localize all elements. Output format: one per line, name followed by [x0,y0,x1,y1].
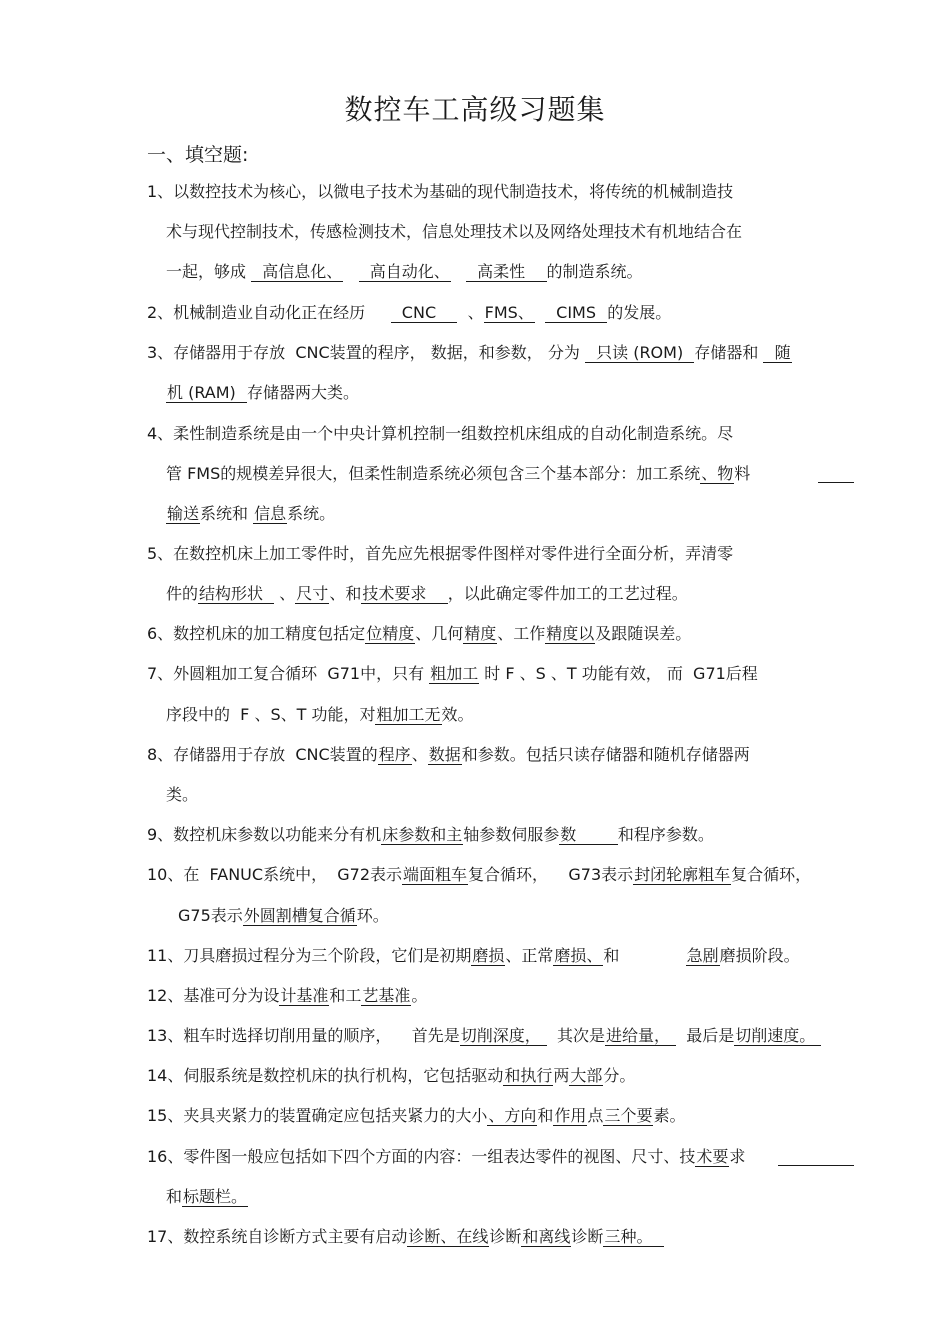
q17-answer-1: 诊断、在线 [408,1227,489,1246]
q12-text: 12、基准可分为设 [147,986,280,1005]
q12-answer-2: 艺基准 [362,986,411,1005]
q5-text: 件的 [166,584,199,603]
q11-sep-2: 和 [603,946,620,965]
q14-text: 14、伺服系统是数控机床的执行机构，它包括驱动 [147,1066,504,1085]
q14-answer-1: 和执行 [504,1066,553,1085]
q8-sep: 、 [411,745,428,764]
q7-answer-2: 粗加工无 [376,705,441,724]
q5-sep-2: 、和 [329,584,362,603]
q4-text-3: 系统和 [200,504,254,523]
q15-line [147,1105,685,1127]
q11-answer-1: 磨损 [472,946,505,965]
q16-line-1 [147,1146,745,1168]
q8-text: 8、存储器用于存放 CNC装置的 [147,745,378,764]
q9-answer-2: 数 [560,825,617,844]
q17-sep-2: 诊断 [571,1227,604,1246]
q4-answer-1-cont: 输送 [167,504,200,523]
q2-text: 2、机械制造业自动化正在经历 [147,303,371,322]
q10-answer-3: 外圆割槽复合循 [243,906,356,925]
q10-answer-2: 封闭轮廓粗车 [634,865,731,884]
q12-sep: 和工 [329,986,362,1005]
q13-answer-3: 切削速度。 [735,1026,821,1045]
q6-answer-3: 精度以 [546,624,595,643]
q16-text-2: 求 [729,1147,746,1166]
q14-sep: 两 [553,1066,570,1085]
q7-text-3: 序段中的 F 、S、T 功能，对 [166,705,376,724]
q5-sep-1: 、 [274,584,296,603]
q8-text-2: 和参数。包括只读存储器和随机存储器两 [461,745,750,764]
q1-text: 一起，够成 [166,262,252,281]
q3-answer-2-cont: 机 (RAM) [167,383,246,402]
q1-line-1: 1、以数控技术为核心，以微电子技术为基础的现代制造技术，将传统的机械制造技 [147,182,734,201]
q2-answer-3: CIMS [545,303,607,322]
q3-answer-1: 只读 (ROM) [585,343,694,362]
q8-answer-2: 数据 [428,745,461,764]
section-heading: 一、填空题: [147,144,249,166]
q13-text-3: 最后是 [676,1026,735,1045]
q14-answer-2: 大部 [570,1066,603,1085]
q11-sep-1: 、正常 [505,946,554,965]
q4-blank [818,466,854,483]
q8-line-1 [147,744,750,766]
q10-text-end: 环。 [356,906,389,925]
q4-text-2: 料 [734,464,751,483]
q3-line-2 [166,382,359,404]
q11-answer-2: 磨损、 [554,946,603,965]
q3-text-2: 存储器和 [694,343,764,362]
q15-answer-1: 、方向 [488,1106,537,1125]
q9-line [147,824,714,846]
q16-answer-1: 术要 [696,1147,729,1166]
q4-text-end: 系统。 [287,504,336,523]
q14-line [147,1065,635,1087]
q4-line-2 [166,463,750,485]
q6-answer-1: 位精度 [366,624,415,643]
q15-answer-3: 三个要 [604,1106,653,1125]
q11-answer-3: 急剧 [686,946,719,965]
q5-answer-2: 尺寸 [296,584,329,603]
q13-text: 13、粗车时选择切削用量的顺序， 首先是 [147,1026,460,1045]
q1-answer-3: 高柔性 [467,262,546,281]
q15-sep-2: 点 [587,1106,604,1125]
q1-line-3 [166,261,643,283]
q3-line-1 [147,342,792,364]
q4-line-3 [166,503,335,525]
q17-answer-2: 和离线 [522,1227,571,1246]
q2-sep: 、 [467,303,484,322]
q15-text-end: 素。 [653,1106,686,1125]
q6-sep-2: 、工作 [497,624,546,643]
q9-text-end: 和程序参数。 [617,825,714,844]
q3-answer-2: 随 [764,343,791,362]
q4-answer-1: 、物 [701,464,734,483]
q14-text-end: 分。 [603,1066,636,1085]
q6-text: 6、数控机床的加工精度包括定 [147,624,366,643]
q16-text: 16、零件图一般应包括如下四个方面的内容：一组表达零件的视图、尺寸、技 [147,1147,696,1166]
q4-answer-2: 信息 [254,504,287,523]
q4-text: 管 FMS的规模差异很大，但柔性制造系统必须包含三个基本部分：加工系统 [166,464,701,483]
q2-text-end: 的发展。 [607,303,672,322]
q3-text: 3、存储器用于存放 CNC装置的程序， 数据，和参数， 分为 [147,343,585,362]
q15-text: 15、夹具夹紧力的装置确定应包括夹紧力的大小 [147,1106,488,1125]
q10-line-1 [147,864,811,886]
q12-answer-1: 计基准 [280,986,329,1005]
q16-answer-2: 标题栏。 [183,1187,248,1206]
q9-answer-1: 床参数和主 [382,825,463,844]
q7-line-2 [166,704,474,726]
page-title: 数控车工高级习题集 [344,93,606,126]
q17-text: 17、数控系统自诊断方式主要有启动 [147,1227,408,1246]
q5-text-end: ，以此确定零件加工的工艺过程。 [447,584,688,603]
q10-text: 10、在 FANUC系统中， G72表示 [147,865,402,884]
q9-text: 9、数控机床参数以功能来分有机 [147,825,382,844]
q12-line [147,985,427,1007]
q1-line-2: 术与现代控制技术，传感检测技术，信息处理技术以及网络处理技术有机地结合在 [166,222,743,241]
q9-text-2: 轴参数伺服参 [463,825,560,844]
q7-line-1 [147,663,758,685]
q5-answer-3: 技术要求 [362,584,447,603]
q11-text: 11、刀具磨损过程分为三个阶段，它们是初期 [147,946,472,965]
q16-line-2 [166,1186,248,1208]
q7-answer-1: 粗加工 [430,664,479,683]
q17-line [147,1226,664,1248]
q4-line-1: 4、柔性制造系统是由一个中央计算机控制一组数控机床组成的自动化制造系统。尽 [147,424,734,443]
q2-answer-2: FMS、 [484,303,534,322]
q11-text-end: 磨损阶段。 [719,946,800,965]
q17-sep-1: 诊断 [489,1227,522,1246]
q7-text: 7、外圆粗加工复合循环 G71中，只有 [147,664,430,683]
q10-text-3: 复合循环， [731,865,812,884]
q10-line-2 [178,905,389,927]
q15-sep-1: 和 [537,1106,554,1125]
q13-answer-2: 进给量， [606,1026,676,1045]
q6-sep-1: 、几何 [415,624,464,643]
q16-blank [778,1149,854,1166]
q12-text-end: 。 [411,986,428,1005]
q3-text-end: 存储器两大类。 [246,383,359,402]
q17-answer-3: 三种。 [604,1227,663,1246]
q6-line [147,623,691,645]
q1-answer-1: 高信息化、 [252,262,343,281]
q11-line [147,945,800,967]
q6-text-end: 及跟随误差。 [595,624,692,643]
q7-text-end: 效。 [441,705,474,724]
q7-text-2: 时 F 、S 、T 功能有效， 而 G71后程 [479,664,758,683]
q15-answer-2: 作用 [554,1106,587,1125]
q1-answer-2: 高自动化、 [359,262,450,281]
q13-line [147,1025,821,1047]
q5-line-1: 5、在数控机床上加工零件时，首先应先根据零件图样对零件进行全面分析，弄清零 [147,544,734,563]
q10-text-2: 复合循环， G73表示 [468,865,634,884]
q10-text-4: G75表示 [178,906,243,925]
q1-text-end: 的制造系统。 [546,262,643,281]
q2-line [147,302,671,324]
q8-line-2: 类。 [166,785,199,804]
q13-answer-1: 切削深度， [460,1026,546,1045]
q16-text-3: 和 [166,1187,183,1206]
q8-answer-1: 程序 [378,745,411,764]
q2-answer-1: CNC [391,303,457,322]
q6-answer-2: 精度 [464,624,497,643]
q5-answer-1: 结构形状 [199,584,274,603]
q5-line-2 [166,583,688,605]
q10-answer-1: 端面粗车 [403,865,468,884]
q13-text-2: 其次是 [546,1026,605,1045]
